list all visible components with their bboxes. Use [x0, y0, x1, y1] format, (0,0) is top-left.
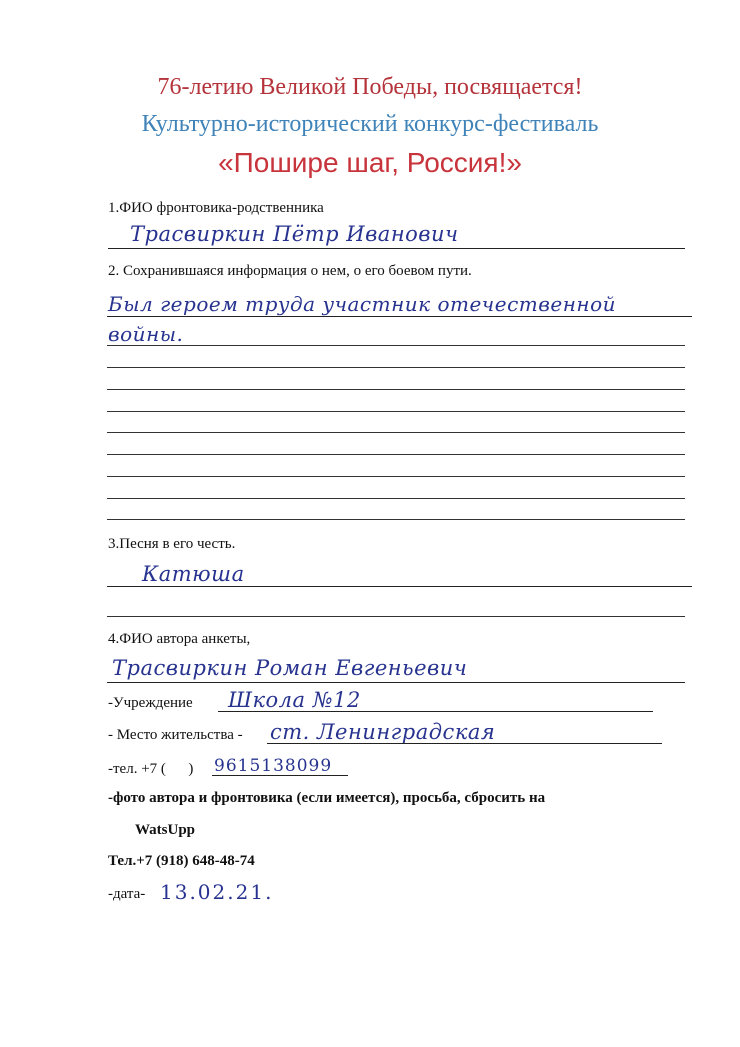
- date-answer[interactable]: 13.02.21.: [160, 880, 274, 904]
- q2-line: [107, 411, 685, 412]
- q1-answer[interactable]: Трасвиркин Пётр Иванович: [130, 222, 459, 246]
- phone-answer[interactable]: 9615138099: [214, 756, 333, 776]
- residence-answer[interactable]: ст. Ленинградская: [270, 720, 496, 744]
- q2-line: [107, 345, 685, 346]
- messenger-name: WatsUpp: [135, 822, 196, 838]
- phone-label: -тел. +7 ( ): [108, 761, 194, 777]
- q3-answer[interactable]: Катюша: [142, 562, 245, 586]
- festival-title: Культурно-исторический конкурс-фестиваль: [141, 111, 599, 137]
- q2-answer-line-2[interactable]: войны.: [108, 322, 184, 346]
- festival-name: «Пошире шаг, Россия!»: [218, 147, 522, 178]
- institution-line: [218, 711, 653, 712]
- q2-label: 2. Сохранившаяся информация о нем, о его боевом пути.: [108, 263, 472, 279]
- q2-line: [107, 316, 692, 317]
- institution-answer[interactable]: Школа №12: [228, 688, 361, 712]
- q3-label: 3.Песня в его честь.: [108, 536, 236, 552]
- q4-label: 4.ФИО автора анкеты,: [108, 631, 251, 647]
- institution-label: -Учреждение: [108, 695, 193, 711]
- q4-line: [107, 682, 685, 683]
- q2-answer-line-1[interactable]: Был героем труда участник отечественной: [108, 292, 616, 316]
- q2-line: [107, 476, 685, 477]
- q3-line: [107, 616, 685, 617]
- residence-label: - Место жительства -: [108, 727, 243, 743]
- q4-answer[interactable]: Трасвиркин Роман Евгеньевич: [112, 656, 468, 680]
- q1-answer-line: [108, 248, 685, 249]
- q3-line: [107, 586, 692, 587]
- dedication-title: 76-летию Великой Победы, посвящается!: [157, 74, 583, 100]
- date-label: -дата-: [108, 886, 146, 902]
- q2-line: [107, 432, 685, 433]
- q2-line: [107, 454, 685, 455]
- phone-line: [212, 775, 348, 776]
- contact-phone: Тел.+7 (918) 648-48-74: [108, 853, 255, 869]
- q2-line: [107, 519, 685, 520]
- q2-line: [107, 367, 685, 368]
- q1-label: 1.ФИО фронтовика-родственника: [108, 200, 324, 216]
- residence-line: [267, 743, 662, 744]
- photo-note: -фото автора и фронтовика (если имеется), просьба, сбросить на: [108, 790, 546, 806]
- q2-line: [107, 498, 685, 499]
- q2-line: [107, 389, 685, 390]
